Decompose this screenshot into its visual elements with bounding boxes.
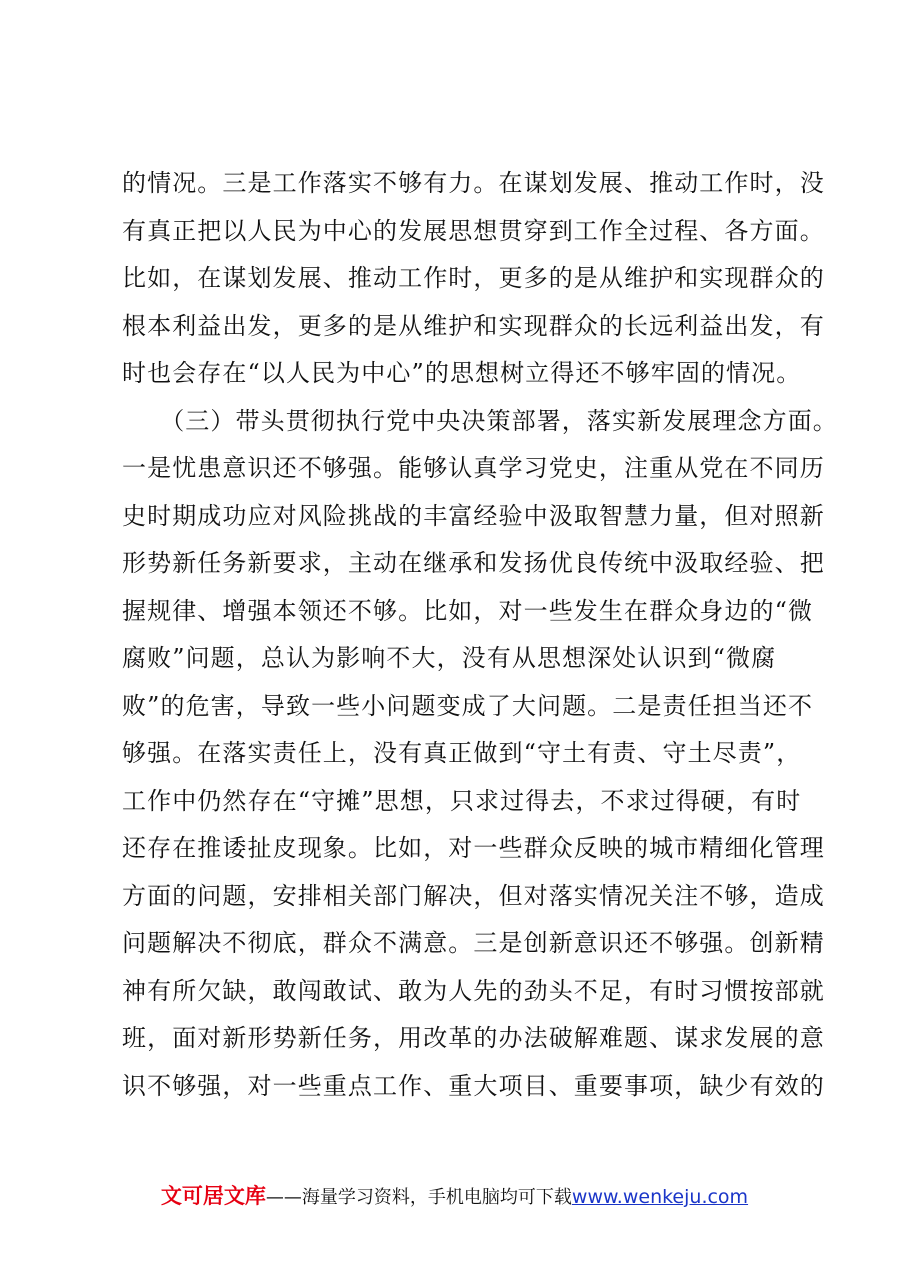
text-line: 腐败”问题，总认为影响不大，没有从思想深处认识到“微腐 [122, 644, 777, 672]
text-line: 一是忧患意识还不够强。能够认真学习党史，注重从党在不同历 [122, 454, 825, 482]
text-line: 方面的问题，安排相关部门解决，但对落实情况关注不够，造成 [122, 881, 825, 910]
footer-tagline: ——海量学习资料，手机电脑均可下载 [265, 1187, 572, 1208]
text-line: 败”的危害，导致一些小问题变成了大问题。二是责任担当还不 [122, 691, 814, 720]
text-line: 根本利益出发，更多的是从维护和实现群众的长远利益出发，有 [122, 311, 825, 340]
brand-name: 文可居文库 [160, 1184, 266, 1208]
text-line: 识不够强，对一些重点工作、重大项目、重要事项，缺少有效的 [122, 1071, 825, 1100]
section-heading-line: （三）带头贯彻执行党中央决策部署，落实新发展理念方面。 [122, 406, 838, 435]
text-line: 工作中仍然存在“守摊”思想，只求过得去，不求过得硬，有时 [122, 786, 802, 815]
text-line: 形势新任务新要求，主动在继承和发扬优良传统中汲取经验、把 [122, 549, 825, 577]
text-line: 时也会存在“以人民为中心”的思想树立得还不够牢固的情况。 [122, 359, 802, 387]
text-line: 有真正把以人民为中心的发展思想贯穿到工作全过程、各方面。 [122, 216, 825, 245]
body-text [122, 160, 838, 1110]
text-line: 的情况。三是工作落实不够有力。在谋划发展、推动工作时，没 [122, 169, 825, 197]
text-line: 班，面对新形势新任务，用改革的办法破解难题、谋求发展的意 [122, 1024, 825, 1052]
text-line: 比如，在谋划发展、推动工作时，更多的是从维护和实现群众的 [122, 264, 825, 292]
text-line: 史时期成功应对风险挑战的丰富经验中汲取智慧力量，但对照新 [122, 501, 825, 530]
text-line: 还存在推诿扯皮现象。比如，对一些群众反映的城市精细化管理 [122, 834, 825, 862]
website-link[interactable]: www.wenkeju.com [571, 1186, 749, 1208]
text-line: 握规律、增强本领还不够。比如，对一些发生在群众身边的“微 [122, 596, 814, 625]
text-line: 神有所欠缺，敢闯敢试、敢为人先的劲头不足，有时习惯按部就 [122, 976, 825, 1005]
text-line: 问题解决不彻底，群众不满意。三是创新意识还不够强。创新精 [122, 929, 825, 957]
text-line: 够强。在落实责任上，没有真正做到“守土有责、守土尽责”， [122, 739, 802, 767]
footer-banner [0, 1180, 909, 1210]
